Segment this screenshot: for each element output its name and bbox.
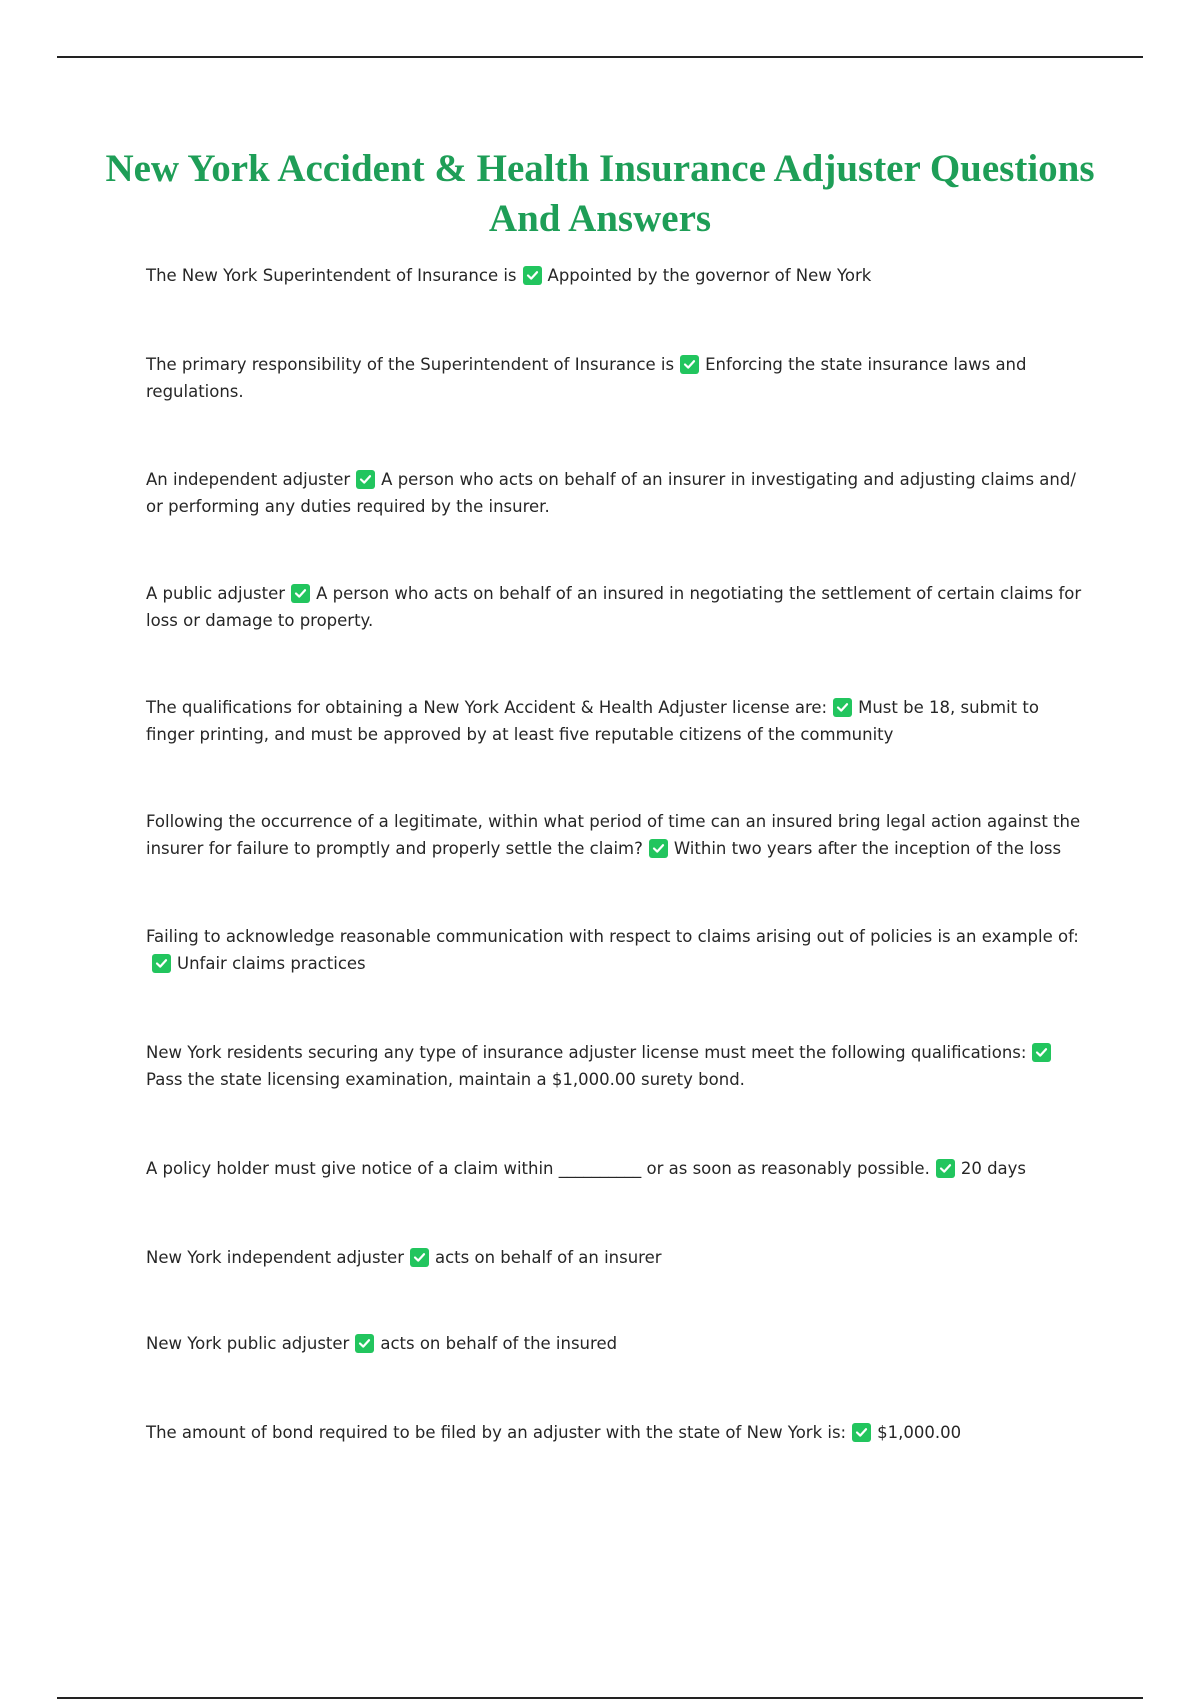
question-text: An independent adjuster [146, 470, 351, 489]
question-text: The New York Superintendent of Insurance is [146, 266, 517, 285]
page-title: New York Accident & Health Insurance Adjuster Questions And Answers [105, 147, 1095, 240]
qa-item [146, 694, 1091, 748]
question-text: The amount of bond required to be filed by an adjuster with the state of New York is: [146, 1423, 847, 1442]
qa-item [146, 466, 1091, 520]
answer-text: 20 days [960, 1159, 1027, 1178]
answer-text: A person who acts on behalf of an insurer in investigating and adjusting claims and/ or performing any duties required by the insurer. [146, 470, 1076, 516]
answer-text: $1,000.00 [877, 1423, 962, 1442]
question-text: Following the occurrence of a legitimate, within what period of time can an insured bring legal action against the insurer for failure to promptly and properly settle the claim? [146, 812, 1081, 858]
check-box-icon [355, 1334, 374, 1353]
answer-text: acts on behalf of the insured [380, 1334, 618, 1353]
check-box-icon [680, 355, 699, 374]
qa-item [146, 351, 1091, 405]
qa-item [146, 1039, 1091, 1093]
answer-text: Within two years after the inception of the loss [673, 839, 1062, 858]
check-box-icon [523, 266, 542, 285]
question-text: New York independent adjuster [146, 1248, 404, 1267]
check-box-icon [152, 954, 171, 973]
check-box-icon [649, 839, 668, 858]
answer-text: A person who acts on behalf of an insured in negotiating the settlement of certain claims for loss or damage to property. [146, 584, 1082, 630]
question-text: Failing to acknowledge reasonable communication with respect to claims arising out of policies is an example of: [146, 927, 1079, 946]
check-box-icon [356, 470, 375, 489]
qa-item [146, 808, 1091, 862]
bottom-divider [57, 1697, 1143, 1699]
answer-text: Pass the state licensing examination, maintain a $1,000.00 surety bond. [146, 1070, 745, 1089]
answer-text: Appointed by the governor of New York [547, 266, 872, 285]
question-text: A public adjuster [146, 584, 286, 603]
qa-item [146, 1419, 1091, 1446]
check-box-icon [1032, 1043, 1051, 1062]
qa-item [146, 1244, 1091, 1271]
check-box-icon [852, 1423, 871, 1442]
answer-text: acts on behalf of an insurer [434, 1248, 662, 1267]
question-text: New York public adjuster [146, 1334, 350, 1353]
qa-item [146, 923, 1091, 977]
question-text: New York residents securing any type of insurance adjuster license must meet the following qualifications: [146, 1043, 1027, 1062]
question-text: A policy holder must give notice of a claim within __________ or as soon as reasonably possible. [146, 1159, 930, 1178]
question-text: The primary responsibility of the Superintendent of Insurance is [146, 355, 675, 374]
answer-text: Unfair claims practices [177, 954, 366, 973]
check-box-icon [410, 1248, 429, 1267]
answer-text: Enforcing the state insurance laws and regulations. [146, 355, 1027, 401]
check-box-icon [833, 698, 852, 717]
qa-item [146, 1155, 1091, 1182]
qa-item [146, 580, 1091, 634]
answer-text: Must be 18, submit to finger printing, and must be approved by at least five reputable citizens of the community [146, 698, 1039, 744]
qa-item [146, 1330, 1091, 1357]
question-text: The qualifications for obtaining a New York Accident & Health Adjuster license are: [146, 698, 828, 717]
qa-item [146, 262, 1091, 289]
top-divider [57, 56, 1143, 58]
check-box-icon [291, 584, 310, 603]
check-box-icon [936, 1159, 955, 1178]
